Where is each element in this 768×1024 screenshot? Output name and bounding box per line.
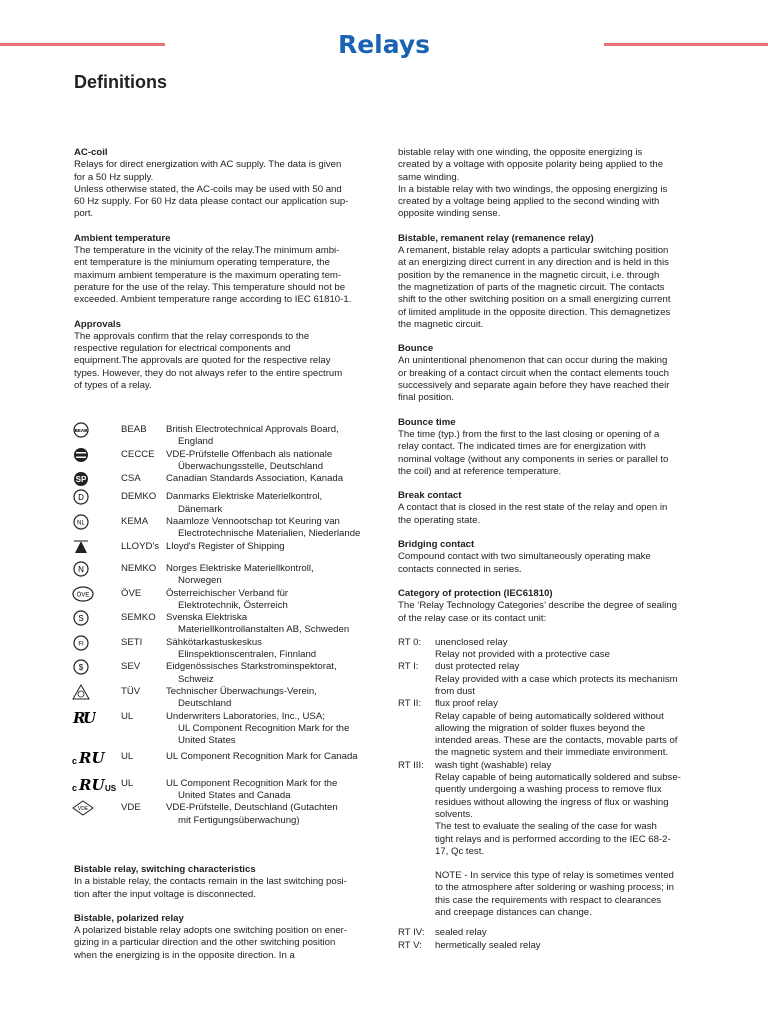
section-bistable-polarized bbox=[74, 913, 374, 962]
heading-break-contact: Break contact bbox=[398, 490, 462, 502]
text-line: when the energizing is in the opposite direction. In a bbox=[74, 949, 295, 961]
svg-text:N: N bbox=[78, 564, 84, 574]
approval-desc: Canadian Standards Association, Kanada bbox=[166, 473, 344, 485]
text-line: of limited amplitude in the opposite direction. This demagnetizes bbox=[398, 306, 671, 318]
approval-desc: Lloyd's Register of Shipping bbox=[166, 540, 285, 552]
approval-abbr: BEAB bbox=[121, 424, 147, 435]
rt-line: sealed relay bbox=[435, 927, 487, 939]
approval-desc: Svenska Elektriska bbox=[166, 612, 248, 624]
text-line: the coil) and at reference temperature. bbox=[398, 465, 562, 477]
text-line: types. However, they do not always refer to the entire spectrum bbox=[74, 367, 343, 379]
text-line: contacts connected in series. bbox=[398, 563, 522, 575]
text-line: A polarized bistable relay adopts one switching position on ener- bbox=[74, 925, 348, 937]
text-line: Relays for direct energization with AC supply. The data is given bbox=[74, 159, 342, 171]
text-line: nominal voltage (without any components in series or parallel to bbox=[398, 453, 669, 465]
svg-text:BEAB: BEAB bbox=[74, 428, 88, 433]
rt-line: solvents. bbox=[435, 808, 473, 820]
approval-desc: VDE-Prüfstelle, Deutschland (Gutachten bbox=[166, 802, 338, 814]
svg-text:RU: RU bbox=[79, 749, 105, 768]
rt-line: residues without allowing the ingress of flux or washing bbox=[435, 796, 669, 808]
list-item bbox=[398, 661, 700, 698]
text-line: exceeded. Ambient temperature range according to IEC 61810-1. bbox=[74, 294, 352, 306]
text-line: the operating state. bbox=[398, 514, 481, 526]
section-bounce bbox=[398, 343, 700, 404]
text-line: The ‘Relay Technology Categories’ describe the degree of sealing bbox=[398, 600, 677, 612]
list-item bbox=[398, 940, 700, 952]
heading-bistable-polarized: Bistable, polarized relay bbox=[74, 912, 184, 924]
cul-icon bbox=[72, 749, 105, 768]
list-item bbox=[72, 802, 382, 827]
left-column bbox=[74, 147, 374, 404]
heading-ac-coil: AC-coil bbox=[74, 147, 108, 158]
text-line: created by a voltage with opposite polarity being applied to the bbox=[398, 159, 664, 171]
approval-desc: Eidgenössisches Starkstrominspektorat, bbox=[166, 661, 337, 673]
nemko-icon bbox=[72, 561, 90, 577]
approval-abbr: NEMKO bbox=[121, 562, 157, 574]
vde-icon bbox=[72, 800, 90, 816]
text-line: In a bistable relay with two windings, the opposing energizing is bbox=[398, 183, 668, 195]
heading-category: Category of protection (IEC61810) bbox=[398, 587, 553, 599]
approval-desc: Österreichischer Verband für bbox=[166, 587, 289, 599]
vde-mark-icon bbox=[72, 447, 90, 463]
semko-icon bbox=[72, 610, 90, 626]
approval-abbr: KEMA bbox=[121, 516, 149, 528]
rt-line: The test to evaluate the sealing of the case for wash bbox=[435, 821, 657, 833]
list-item bbox=[398, 760, 700, 920]
rt-line: to the atmosphere after soldering or washing process; in bbox=[435, 882, 674, 894]
rt-line: Relay provided with a case which protects its mechanism bbox=[435, 673, 678, 685]
approval-desc: Technischer Überwachungs-Verein, bbox=[166, 685, 317, 697]
list-item bbox=[398, 637, 700, 662]
rt-line: flux proof relay bbox=[435, 698, 498, 710]
approval-desc: Naamloze Vennootschap tot Keuring van bbox=[166, 516, 340, 528]
text-line: respective regulation for electrical components and bbox=[74, 343, 291, 355]
svg-text:S: S bbox=[78, 614, 84, 624]
list-item bbox=[72, 637, 382, 662]
kema-icon bbox=[72, 514, 90, 530]
text-line: tion after the input voltage is disconnected. bbox=[74, 888, 256, 900]
svg-text:NL: NL bbox=[77, 520, 85, 527]
approval-abbr: UL bbox=[121, 751, 134, 763]
rt-line: tight relays and is performed according to the IEC 68-2- bbox=[435, 833, 671, 845]
seti-icon bbox=[72, 635, 90, 651]
text-line: bistable relay with one winding, the opposite energizing is bbox=[398, 147, 643, 158]
demko-icon bbox=[72, 489, 90, 505]
svg-text:$: $ bbox=[78, 663, 84, 673]
approval-desc: VDE-Prüfstelle Offenbach als nationale bbox=[166, 448, 333, 460]
text-line: shift to the other switching position on a small energizing current bbox=[398, 294, 671, 306]
list-item bbox=[72, 563, 382, 588]
approval-abbr: DEMKO bbox=[121, 491, 157, 503]
rt-line: NOTE - In service this type of relay is sometimes vented bbox=[435, 870, 674, 882]
approval-desc: Schweiz bbox=[178, 673, 214, 685]
approval-desc: Dänemark bbox=[178, 503, 223, 515]
rt-line: Relay capable of being automatically soldered and subse- bbox=[435, 772, 681, 784]
approval-desc: Deutschland bbox=[178, 698, 232, 710]
text-line: Compound contact with two simultaneously operating make bbox=[398, 551, 651, 563]
culus-icon bbox=[72, 775, 117, 794]
rt-line bbox=[435, 858, 700, 870]
svg-text:U: U bbox=[83, 708, 96, 727]
text-line: A contact that is closed in the rest state of the relay and open in bbox=[398, 502, 668, 514]
list-item bbox=[72, 661, 382, 686]
list-item bbox=[72, 491, 382, 516]
svg-text:R: R bbox=[73, 708, 86, 727]
rt-code: RT III: bbox=[398, 759, 424, 771]
page-title: Definitions bbox=[74, 72, 167, 92]
list-item bbox=[72, 473, 382, 485]
approval-desc: UL Component Recognition Mark for the bbox=[178, 722, 350, 734]
text-line: perature for the use of the relay. This temperature should not be bbox=[74, 281, 346, 293]
svg-text:SP: SP bbox=[75, 475, 87, 485]
text-line: opposite winding sense. bbox=[398, 208, 501, 220]
text-line: A remanent, bistable relay adopts a particular switching position bbox=[398, 245, 669, 257]
svg-text:ÖVE: ÖVE bbox=[76, 592, 90, 599]
svg-text:RU: RU bbox=[79, 775, 105, 794]
section-break-contact bbox=[398, 490, 700, 527]
approval-abbr: CSA bbox=[121, 473, 141, 485]
approval-abbr: ÖVE bbox=[121, 587, 142, 599]
approval-desc: Electrotechnische Materialien, Niederlande bbox=[178, 528, 361, 540]
right-column bbox=[398, 147, 700, 952]
section-bridging bbox=[398, 539, 700, 576]
text-line: created by a voltage being applied to the second winding with bbox=[398, 196, 660, 208]
section-bounce-time bbox=[398, 417, 700, 478]
approval-desc: Elinspektionscentralen, Finnland bbox=[178, 649, 317, 661]
list-item bbox=[398, 698, 700, 759]
list-item bbox=[72, 686, 382, 711]
rt-code: RT I: bbox=[398, 661, 419, 673]
text-line: equipment.The approvals are quoted for the respective relay bbox=[74, 355, 331, 367]
list-item bbox=[72, 708, 382, 748]
section-continued bbox=[398, 147, 700, 221]
rt-line: wash tight (washable) relay bbox=[435, 759, 552, 771]
svg-text:c: c bbox=[72, 756, 78, 767]
text-line: maximum ambient temperature is the maximum operating tem- bbox=[74, 269, 342, 281]
section-category bbox=[398, 588, 700, 625]
text-line: An unintentional phenomenon that can occur during the making bbox=[398, 355, 668, 367]
rt-line: intended areas. These are the contacts, movable parts of bbox=[435, 735, 678, 747]
ove-icon bbox=[72, 586, 90, 602]
section-ac-coil bbox=[74, 147, 374, 221]
text-line: the magnetization of parts of the magnetic circuit. The contacts bbox=[398, 281, 665, 293]
approval-desc: UL Component Recognition Mark for Canada bbox=[166, 751, 358, 763]
list-item bbox=[72, 516, 382, 541]
rt-line: and creepage distances can change. bbox=[435, 907, 592, 919]
approval-desc: Sähkötarkastuskeskus bbox=[166, 636, 262, 648]
rt-line: from dust bbox=[435, 685, 475, 697]
approval-desc: United States and Canada bbox=[178, 790, 291, 802]
text-line: same winding. bbox=[398, 171, 460, 183]
approval-desc: Materiellkontrollanstalten AB, Schweden bbox=[178, 624, 350, 636]
approval-abbr: LLOYD's bbox=[121, 540, 160, 552]
section-ambient bbox=[74, 233, 374, 307]
section-approvals bbox=[74, 319, 374, 393]
rt-code: RT IV: bbox=[398, 927, 425, 939]
text-line: successively and separate again before they have reached their bbox=[398, 380, 670, 392]
heading-bounce-time: Bounce time bbox=[398, 416, 456, 428]
approval-desc: Norges Elektriske Materiellkontroll, bbox=[166, 562, 314, 574]
rt-line: unenclosed relay bbox=[435, 636, 508, 648]
approval-abbr: UL bbox=[121, 777, 134, 789]
rt-line: allowing the migration of solder fluxes beyond the bbox=[435, 722, 646, 734]
approval-desc: England bbox=[178, 436, 214, 448]
ul-icon bbox=[72, 708, 96, 727]
rt-line: quently undergoing a washing process to remove flux bbox=[435, 784, 662, 796]
text-line: gizing in a particular direction and the other switching position bbox=[74, 937, 336, 949]
brand-title: Relays bbox=[337, 30, 431, 59]
rt-code: RT II: bbox=[398, 698, 422, 710]
approval-abbr: CECCE bbox=[121, 448, 155, 460]
tuv-icon bbox=[72, 684, 90, 700]
rt-line: this case the requirements with respact to clearances bbox=[435, 894, 662, 906]
svg-text:c: c bbox=[72, 782, 78, 793]
rt-line: hermetically sealed relay bbox=[435, 939, 541, 951]
text-line: position by the remanence in the magnetic circuit, i.e. through bbox=[398, 269, 660, 281]
section-remanent bbox=[398, 233, 700, 331]
text-line: 60 Hz supply. For 60 Hz data please contact our application sup- bbox=[74, 196, 349, 208]
approval-desc: United States bbox=[178, 735, 236, 747]
approval-desc: Elektrotechnik, Österreich bbox=[178, 599, 288, 611]
approval-abbr: VDE bbox=[121, 802, 141, 814]
list-item bbox=[72, 612, 382, 637]
text-line: relay contact. The indicated times are for energization with bbox=[398, 441, 646, 453]
heading-bounce: Bounce bbox=[398, 343, 434, 355]
approval-desc: UL Component Recognition Mark for the bbox=[166, 777, 338, 789]
text-line: The approvals confirm that the relay corresponds to the bbox=[74, 330, 310, 342]
text-line: final position. bbox=[398, 392, 454, 404]
lloyds-icon bbox=[72, 539, 90, 555]
text-line: the magnetic circuit. bbox=[398, 318, 484, 330]
text-line: of types of a relay. bbox=[74, 380, 152, 392]
csa-icon bbox=[72, 471, 90, 487]
rt-code: RT 0: bbox=[398, 636, 422, 648]
text-line: for a 50 Hz supply. bbox=[74, 171, 154, 183]
list-item bbox=[72, 449, 382, 474]
svg-text:US: US bbox=[105, 783, 117, 793]
text-line: In a bistable relay, the contacts remain in the last switching posi- bbox=[74, 876, 347, 888]
heading-approvals: Approvals bbox=[74, 318, 121, 330]
rt-line: dust protected relay bbox=[435, 661, 520, 673]
approval-abbr: SEMKO bbox=[121, 612, 156, 624]
approval-desc: Norwegen bbox=[178, 575, 222, 587]
approval-abbr: TÜV bbox=[121, 685, 141, 697]
heading-remanent: Bistable, remanent relay (remanence relay) bbox=[398, 232, 594, 244]
text-line: The temperature in the vicinity of the relay.The minimum ambi- bbox=[74, 245, 340, 257]
text-line: at an energizing direct current in any direction and is held in this bbox=[398, 257, 669, 269]
approval-list bbox=[72, 424, 382, 827]
approval-desc: Danmarks Elektriske Materielkontrol, bbox=[166, 491, 323, 503]
sev-icon bbox=[72, 659, 90, 675]
approval-abbr: SEV bbox=[121, 661, 141, 673]
svg-text:D: D bbox=[78, 493, 84, 503]
approval-desc: Überwachungsstelle, Deutschland bbox=[178, 460, 324, 472]
approval-abbr: UL bbox=[121, 710, 134, 722]
rt-line: the magnetic system and their immediate environment. bbox=[435, 747, 669, 759]
rt-line: 17, Qc test. bbox=[435, 845, 485, 857]
approval-desc: British Electrotechnical Approvals Board, bbox=[166, 424, 339, 435]
approval-desc: mit Fertigungsüberwachung) bbox=[178, 814, 300, 826]
left-column-bottom bbox=[74, 864, 374, 974]
approval-abbr: SETI bbox=[121, 636, 143, 648]
rt-line: Relay not provided with a protective case bbox=[435, 649, 610, 661]
list-item bbox=[398, 927, 700, 939]
text-line: of the relay case or its contact unit: bbox=[398, 612, 547, 624]
heading-bridging: Bridging contact bbox=[398, 539, 475, 551]
section-bistable-switching bbox=[74, 864, 374, 901]
svg-text:VDE: VDE bbox=[77, 806, 89, 813]
list-item bbox=[72, 541, 382, 553]
text-line: ent temperature is the miniumum operating temperature, the bbox=[74, 257, 330, 269]
rt-code: RT V: bbox=[398, 939, 422, 951]
list-item bbox=[72, 775, 382, 803]
list-item bbox=[72, 749, 382, 768]
heading-bistable-switching: Bistable relay, switching characteristics bbox=[74, 864, 256, 875]
list-item bbox=[72, 588, 382, 613]
text-line: Unless otherwise stated, the AC-coils may be used with 50 and bbox=[74, 183, 342, 195]
text-line: port. bbox=[74, 208, 94, 220]
rt-line: Relay capable of being automatically soldered without bbox=[435, 710, 664, 722]
heading-ambient: Ambient temperature bbox=[74, 232, 171, 244]
approval-desc: Underwriters Laboratories, Inc., USA; bbox=[166, 710, 325, 722]
svg-text:FI: FI bbox=[78, 641, 84, 648]
text-line: or breaking of a contact circuit when the contact elements touch bbox=[398, 367, 669, 379]
beab-icon bbox=[72, 422, 90, 438]
list-item bbox=[72, 424, 382, 449]
text-line: The time (typ.) from the first to the last closing or opening of a bbox=[398, 428, 660, 440]
